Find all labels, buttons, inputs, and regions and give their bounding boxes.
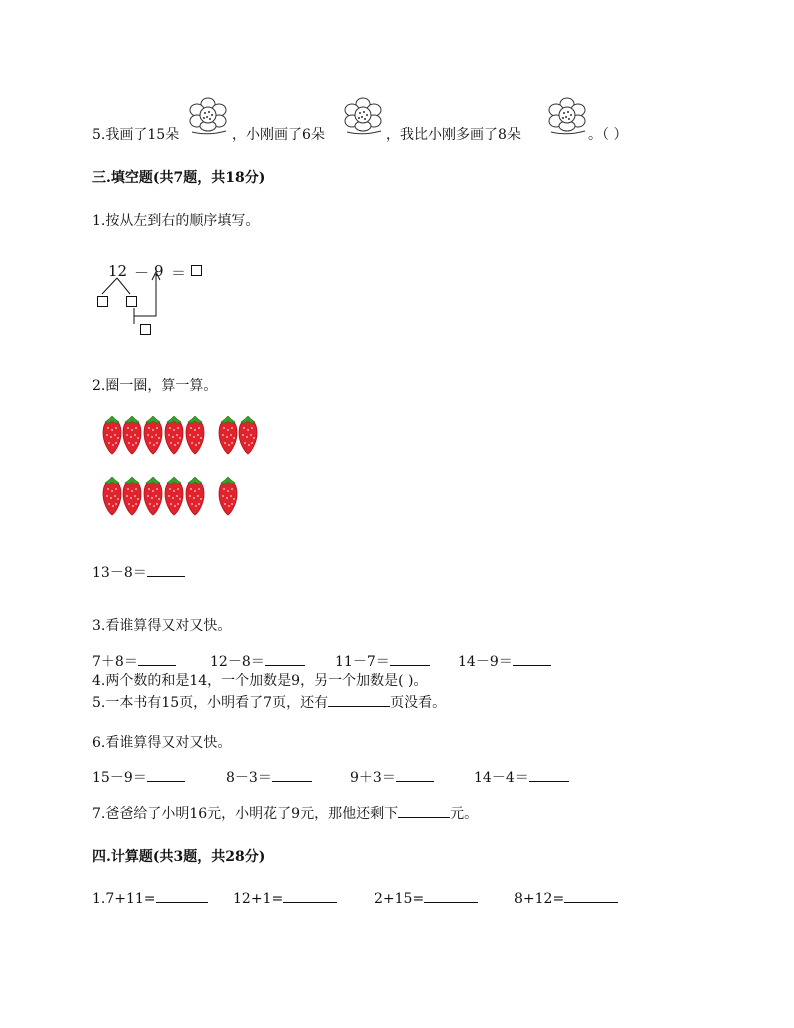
calc-item-4-blank[interactable] [564,888,618,903]
q6-item-4-blank[interactable] [529,767,569,782]
q3-item-1-blank[interactable] [138,651,176,666]
q7-before: 7.爸爸给了小明16元，小明花了9元，那他还剩下 [92,806,399,822]
q7-after: 元。 [450,806,479,822]
q2-equation-text: 13－8＝ [92,565,147,581]
strawberry-icon [102,416,122,456]
q6-text: 6.看谁算得又对又快。 [92,735,232,751]
q1-number-12: 12 [108,262,128,280]
section-heading-fill-blank: 三.填空题(共7题，共18分) [92,170,266,186]
q1-result-box[interactable] [191,265,202,276]
q3-item-3-blank[interactable] [390,651,430,666]
strawberry-icon [185,416,205,456]
q6-item-1-text: 15－9＝ [92,770,147,786]
q5-fill [92,692,446,712]
strawberry-icon [102,477,122,517]
flower-icon [547,96,589,136]
q3-item-2 [210,651,305,671]
q5-fill-before: 5.一本书有15页，小明看了7页，还有 [92,695,329,711]
q1-intermediate-box[interactable] [140,324,151,335]
q6-item-3-text: 9＋3＝ [350,770,396,786]
q5-text-part3: ，我比小刚多画了8朵 [386,127,521,143]
calc-item-1-text: 1.7+11= [92,891,156,907]
q4-text: 4.两个数的和是14，一个加数是9，另一个加数是( )。 [92,673,428,689]
q2-equation [92,562,185,582]
q5-text-part2: ，小刚画了6朵 [232,127,325,143]
calc-item-2-text: 12+1= [233,891,284,907]
q2-text: 2.圈一圈，算一算。 [92,378,218,394]
strawberry-icon [122,477,142,517]
q5-fill-blank[interactable] [328,692,390,707]
q7-answer-blank[interactable] [398,803,450,818]
q6-item-4 [474,767,569,787]
q5-fill-after: 页没看。 [390,695,447,711]
q3-item-2-blank[interactable] [265,651,305,666]
calc-item-4 [514,888,618,907]
flower-icon [343,96,385,136]
q5-text-part1: 5.我画了15朵 [92,127,180,143]
strawberry-icon [185,477,205,517]
q6-item-2 [226,767,312,787]
calc-item-3-text: 2+15= [374,891,425,907]
q6-item-4-text: 14－4＝ [474,770,529,786]
strawberry-icon [122,416,142,456]
q6-item-2-text: 8－3＝ [226,770,272,786]
q5-answer-paren: 。（ ） [588,127,628,143]
calc-item-4-text: 8+12= [514,891,565,907]
strawberry-icon [238,416,258,456]
q1-minus: － [134,264,150,282]
calc-item-2-blank[interactable] [283,888,337,903]
q3-item-1 [92,651,176,671]
calc-item-3-blank[interactable] [424,888,478,903]
q6-item-3-blank[interactable] [396,767,434,782]
q1-equals: ＝ [171,264,187,282]
section-heading-calculation: 四.计算题(共3题，共28分) [92,849,266,865]
q1-number-9: 9 [154,262,164,280]
q3-item-3 [335,651,430,671]
strawberry-icon [164,477,184,517]
q3-item-4-blank[interactable] [513,651,551,666]
q3-item-2-text: 12－8＝ [210,654,265,670]
strawberry-icon [143,416,163,456]
strawberry-icon [218,477,238,517]
calc-item-3 [374,888,478,907]
q6-item-2-blank[interactable] [272,767,312,782]
q3-item-4 [458,651,551,671]
q6-item-1 [92,767,185,787]
calc-item-1-blank[interactable] [156,888,208,903]
q1-split-box-left[interactable] [97,296,108,307]
strawberry-icon [218,416,238,456]
q1-text: 1.按从左到右的顺序填写。 [92,213,260,229]
q6-item-1-blank[interactable] [147,767,185,782]
strawberry-icon [164,416,184,456]
q3-text: 3.看谁算得又对又快。 [92,618,232,634]
q6-item-3 [350,767,434,787]
calc-item-1 [92,888,208,907]
q1-split-box-right[interactable] [126,296,137,307]
strawberry-icon [143,477,163,517]
q7 [92,803,478,823]
q2-answer-blank[interactable] [147,562,185,577]
flower-icon [188,96,230,136]
q3-item-1-text: 7＋8＝ [92,654,138,670]
q3-item-4-text: 14－9＝ [458,654,513,670]
calc-item-2 [233,888,337,907]
q3-item-3-text: 11－7＝ [335,654,390,670]
